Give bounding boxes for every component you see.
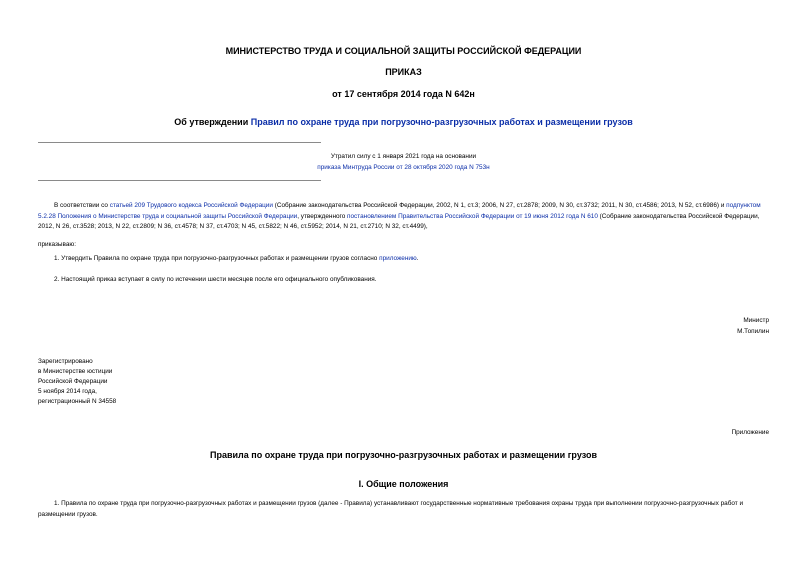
rules-paragraph-1: 1. Правила по охране труда при погрузочно-разгрузочных работах и размещении грузов (далее - Правила) устанавливают государственные нормативные требования охраны труда при выполнении погрузочно-разгрузочных работ и размещении грузов. (38, 500, 744, 518)
signature-name: М.Топилин (737, 328, 769, 335)
document-title (0, 117, 807, 127)
order-item-2: 2. Настоящий приказ вступает в силу по истечении шести месяцев после его официального опубликования. (54, 276, 377, 283)
notice-top-rule (38, 142, 321, 143)
document-type: ПРИКАЗ (385, 67, 422, 77)
signature-position: Министр (743, 317, 769, 324)
notice-line-1: Утратил силу с 1 января 2021 года на основании (330, 153, 477, 160)
registration-line: 5 ноября 2014 года, (38, 388, 97, 395)
registration-line: Российской Федерации (38, 378, 108, 385)
notice-bottom-rule (38, 180, 321, 181)
rules-title: Правила по охране труда при погрузочно-разгрузочных работах и размещении грузов (210, 450, 597, 460)
preamble-paragraph (38, 201, 768, 233)
registration-line: в Министерстве юстиции (38, 368, 113, 375)
notice-link[interactable]: приказа Минтруда России от 28 октября 2020 года N 753н (317, 164, 490, 171)
labor-code-link[interactable]: статьей 209 Трудового кодекса Российской Федерации (109, 202, 273, 209)
order-item-1-end: . (416, 255, 419, 262)
title-link[interactable]: Правил по охране труда при погрузочно-разгрузочных работах и размещении грузов (250, 117, 633, 127)
order-item-1 (54, 254, 419, 264)
registration-line: Зарегистрировано (38, 358, 93, 365)
section-heading: I. Общие положения (358, 479, 449, 489)
preamble-text-1: В соответствии со (54, 202, 110, 209)
government-decree-link[interactable]: постановлением Правительства Российской Федерации от 19 июня 2012 года N 610 (347, 212, 598, 220)
preamble-text-3: , утвержденного (297, 212, 348, 220)
appendix-link[interactable]: приложению (379, 255, 417, 262)
preamble-text-2: (Собрание законодательства Российской Федерации, 2002, N 1, ст.3; 2006, N 27, ст.2878; 2009, N 30, ст.3732; 2011, N 30, ст.4586; 2013, N 52, ст.6986) и (272, 202, 727, 209)
regulation-subclause-link[interactable]: подпунктом 5.2.28 Положения о Министерстве труда и социальной защиты Российской Федерации (38, 202, 761, 220)
document-date-number: от 17 сентября 2014 года N 642н (332, 89, 475, 99)
ministry-heading: МИНИСТЕРСТВО ТРУДА И СОЦИАЛЬНОЙ ЗАЩИТЫ РОССИЙСКОЙ ФЕДЕРАЦИИ (225, 46, 582, 56)
preamble-text-4: (Собрание законодательства Российской Федерации, 2012, N 26, ст.3528; 2013, N 22, ст.2809; N 36, ст.4578; N 37, ст.4703; N 45, ст.5822; N 46, ст.5952; 2014, N 21, ст.2710; N 32, ст.4499), (38, 212, 760, 230)
title-prefix: Об утверждении (174, 117, 251, 127)
order-word: приказываю: (38, 241, 76, 248)
registration-line: регистрационный N 34558 (38, 398, 117, 405)
order-item-1-text: 1. Утвердить Правила по охране труда при погрузочно-разгрузочных работах и размещении грузов согласно (54, 255, 380, 262)
appendix-label: Приложение (731, 429, 769, 436)
